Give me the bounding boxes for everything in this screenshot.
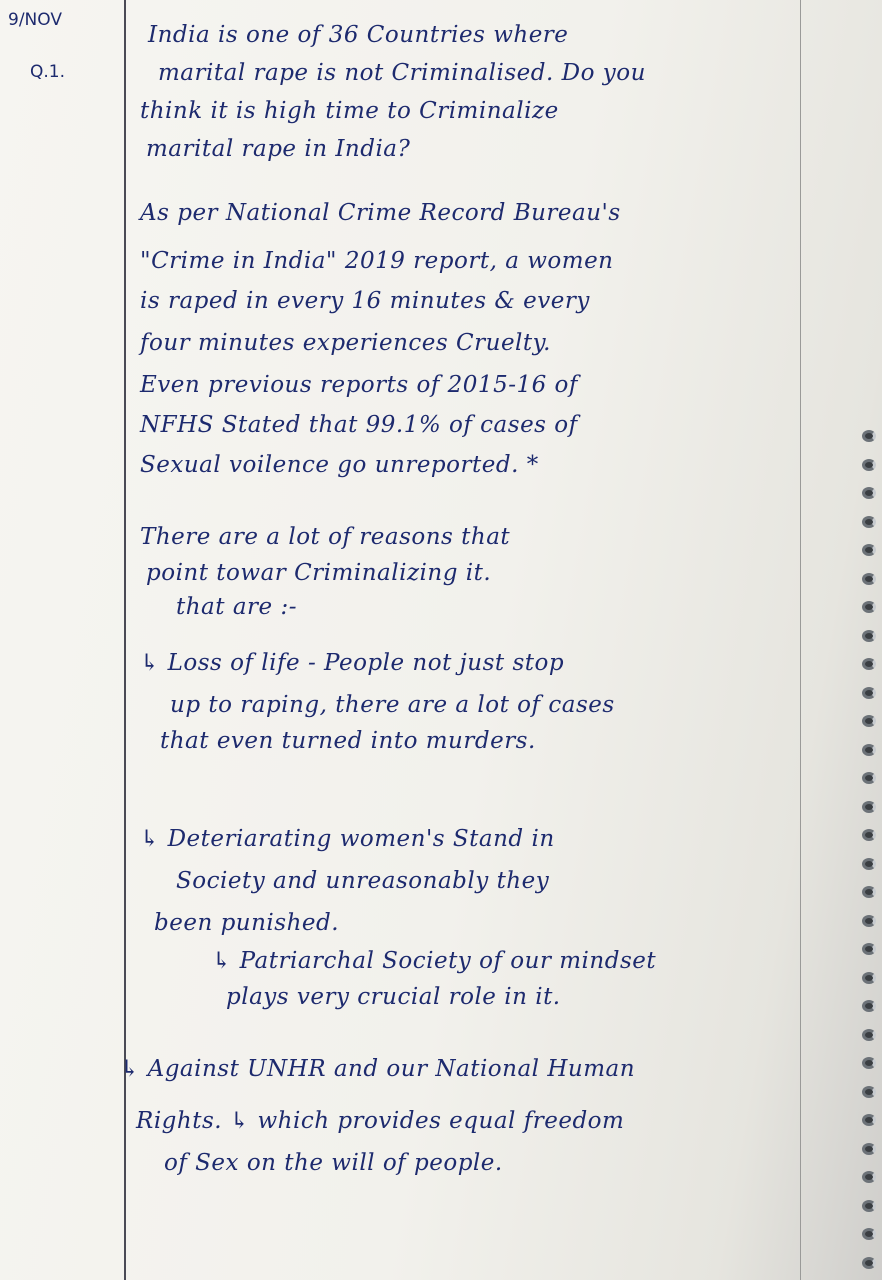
para2-line-1: There are a lot of reasons that xyxy=(140,524,511,550)
margin-line xyxy=(124,0,126,1280)
spiral-ring xyxy=(862,744,876,756)
spiral-ring xyxy=(862,943,876,955)
spiral-ring xyxy=(862,1200,876,1212)
question-line-1: India is one of 36 Countries where xyxy=(148,22,569,48)
point2-line-2: Society and unreasonably they xyxy=(176,868,550,894)
spiral-ring xyxy=(862,1029,876,1041)
para2-line-3: that are :- xyxy=(176,594,297,620)
para1-line-7: Sexual voilence go unreported. * xyxy=(140,452,539,478)
question-line-2: marital rape is not Criminalised. Do you xyxy=(158,60,646,86)
spiral-ring xyxy=(862,972,876,984)
point3-line-3: of Sex on the will of people. xyxy=(164,1150,503,1176)
spiral-ring xyxy=(862,1143,876,1155)
date-note: 9/NOV xyxy=(8,10,62,30)
para1-line-6: NFHS Stated that 99.1% of cases of xyxy=(140,412,578,438)
point2-line-1: ↳ Deteriarating women's Stand in xyxy=(140,826,555,852)
spiral-ring xyxy=(862,630,876,642)
point2-sub-line-2: plays very crucial role in it. xyxy=(226,984,561,1010)
question-number: Q.1. xyxy=(30,62,66,82)
spiral-ring xyxy=(862,487,876,499)
spiral-ring xyxy=(862,1228,876,1240)
para1-line-1: As per National Crime Record Bureau's xyxy=(140,200,621,226)
spiral-ring xyxy=(862,858,876,870)
point3-line-2: Rights. ↳ which provides equal freedom xyxy=(136,1108,625,1134)
spiral-ring xyxy=(862,801,876,813)
spiral-ring xyxy=(862,829,876,841)
point2-line-3: been punished. xyxy=(154,910,340,936)
spiral-ring xyxy=(862,1000,876,1012)
spiral-ring xyxy=(862,687,876,699)
para1-line-3: is raped in every 16 minutes & every xyxy=(140,288,590,314)
spiral-ring xyxy=(862,1057,876,1069)
spiral-ring xyxy=(862,430,876,442)
point1-line-3: that even turned into murders. xyxy=(160,728,536,754)
spiral-ring xyxy=(862,516,876,528)
point1-line-1: ↳ Loss of life - People not just stop xyxy=(140,650,565,676)
point3-line-1: ↳ Against UNHR and our National Human xyxy=(120,1056,636,1082)
spiral-ring xyxy=(862,715,876,727)
para1-line-2: "Crime in India" 2019 report, a women xyxy=(140,248,614,274)
spiral-ring xyxy=(862,886,876,898)
para1-line-5: Even previous reports of 2015-16 of xyxy=(140,372,578,398)
page-edge xyxy=(800,0,801,1280)
spiral-ring xyxy=(862,915,876,927)
spiral-ring xyxy=(862,544,876,556)
spiral-ring xyxy=(862,573,876,585)
question-line-4: marital rape in India? xyxy=(146,136,411,162)
question-line-3: think it is high time to Criminalize xyxy=(140,98,559,124)
spiral-ring xyxy=(862,601,876,613)
point1-line-2: up to raping, there are a lot of cases xyxy=(170,692,615,718)
spiral-ring xyxy=(862,459,876,471)
point2-sub-line-1: ↳ Patriarchal Society of our mindset xyxy=(212,948,657,974)
para1-line-4: four minutes experiences Cruelty. xyxy=(140,330,551,356)
spiral-ring xyxy=(862,1257,876,1269)
para2-line-2: point towar Criminalizing it. xyxy=(146,560,492,586)
spiral-binding xyxy=(858,0,882,1280)
spiral-ring xyxy=(862,658,876,670)
spiral-ring xyxy=(862,772,876,784)
spiral-ring xyxy=(862,1114,876,1126)
spiral-ring xyxy=(862,1171,876,1183)
spiral-ring xyxy=(862,1086,876,1098)
